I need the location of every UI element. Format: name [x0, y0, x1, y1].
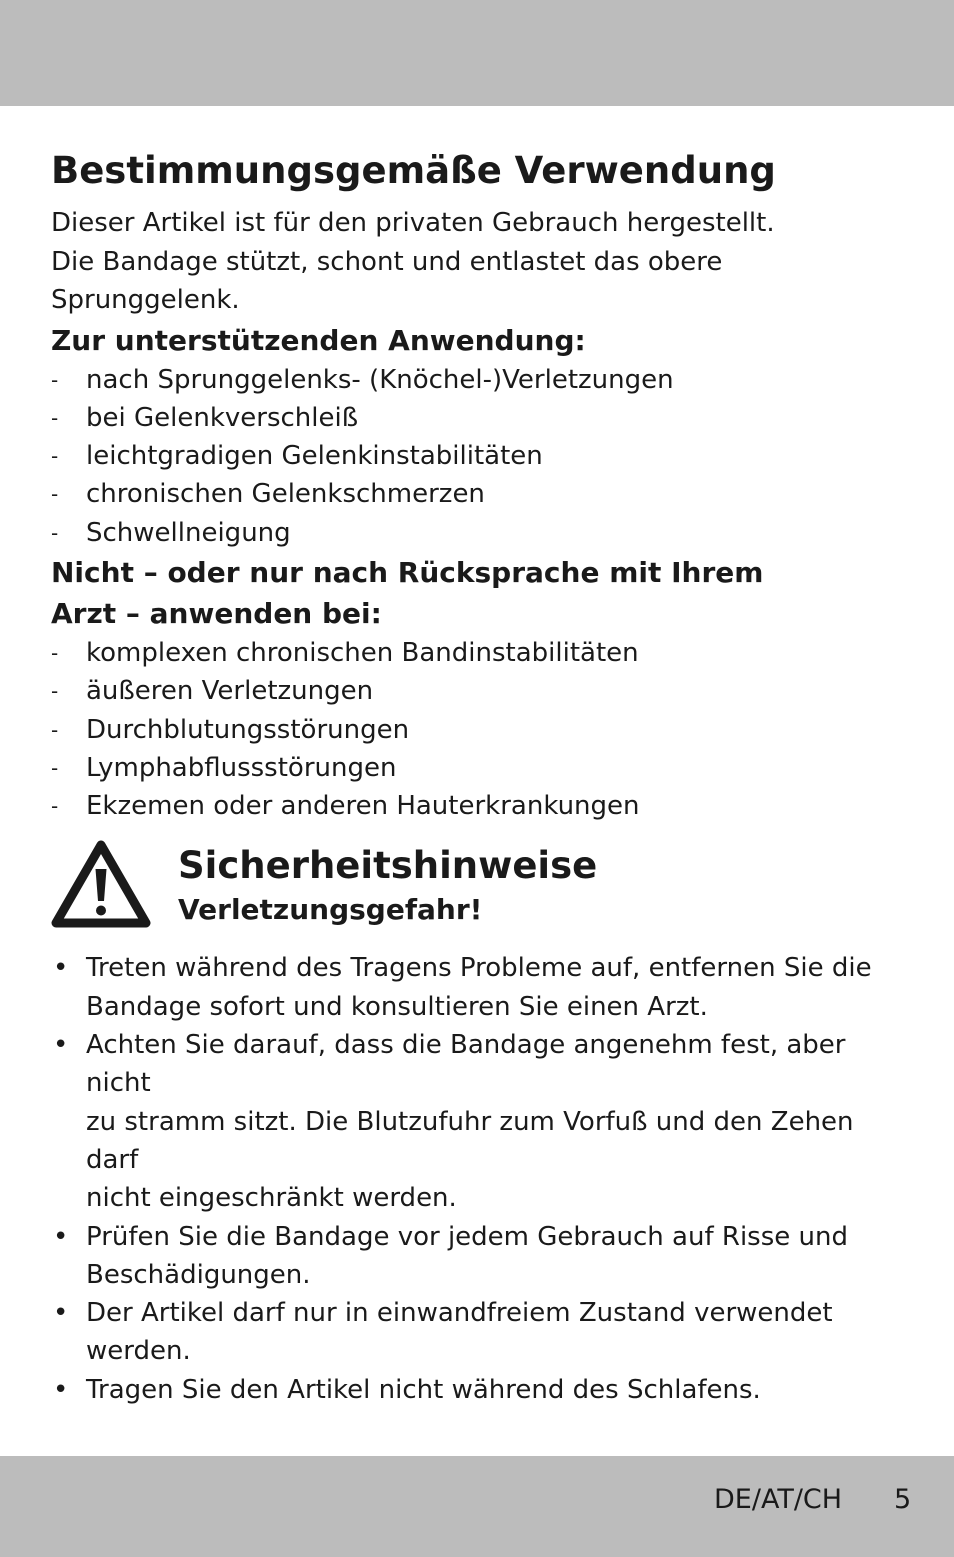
- list-item: • Tragen Sie den Artikel nicht während des Schlafens.: [53, 1374, 761, 1405]
- list-item: - Ekzemen oder anderen Hauterkrankungen: [51, 791, 640, 822]
- contraindication-heading-line1: Nicht – oder nur nach Rücksprache mit Ihrem: [51, 555, 764, 589]
- safety-title: Sicherheitshinweise: [178, 844, 598, 888]
- safety-header: [51, 839, 911, 945]
- list-item: • Achten Sie darauf, dass die Bandage angenehm fest, aber nicht zu stramm sitzt. Die Blutzufuhr zum Vorfuß und den Zehen darf nicht eingeschränkt werden.: [53, 1030, 854, 1214]
- list-item: • Der Artikel darf nur in einwandfreiem Zustand verwendet werden.: [53, 1298, 833, 1367]
- list-item: • Treten während des Tragens Probleme auf, entfernen Sie die Bandage sofort und konsultieren Sie einen Arzt.: [53, 953, 872, 1022]
- contraindication-list: [51, 634, 911, 825]
- list-item: - Lymphabflussstörungen: [51, 752, 397, 783]
- list-item: - bei Gelenkverschleiß: [51, 402, 359, 433]
- page-number: 5: [894, 1484, 912, 1515]
- list-item: - äußeren Verletzungen: [51, 676, 374, 707]
- safety-subtitle: Verletzungsgefahr!: [178, 893, 483, 927]
- use-list: [51, 361, 911, 552]
- intro-paragraph-2: Die Bandage stützt, schont und entlastet das obere Sprunggelenk.: [51, 246, 723, 315]
- list-item: - Schwellneigung: [51, 517, 291, 548]
- intro-paragraph-1: Dieser Artikel ist für den privaten Gebrauch hergestellt.: [51, 208, 775, 238]
- list-item: - komplexen chronischen Bandinstabilitäten: [51, 637, 639, 668]
- section-title-intended-use: Bestimmungsgemäße Verwendung: [51, 149, 776, 192]
- page-content: [51, 148, 911, 1409]
- warning-triangle-icon: [51, 839, 151, 929]
- footer-language: DE/AT/CH: [714, 1484, 843, 1515]
- list-item: - nach Sprunggelenks- (Knöchel-)Verletzungen: [51, 364, 674, 395]
- use-heading: Zur unterstützenden Anwendung:: [51, 323, 586, 357]
- contraindication-heading-line2: Arzt – anwenden bei:: [51, 596, 382, 630]
- list-item: - Durchblutungsstörungen: [51, 714, 410, 745]
- header-band: [0, 0, 954, 106]
- safety-list: [51, 949, 911, 1409]
- list-item: - leichtgradigen Gelenkinstabilitäten: [51, 441, 543, 472]
- list-item: - chronischen Gelenkschmerzen: [51, 479, 485, 510]
- list-item: • Prüfen Sie die Bandage vor jedem Gebrauch auf Risse und Beschädigungen.: [53, 1221, 848, 1290]
